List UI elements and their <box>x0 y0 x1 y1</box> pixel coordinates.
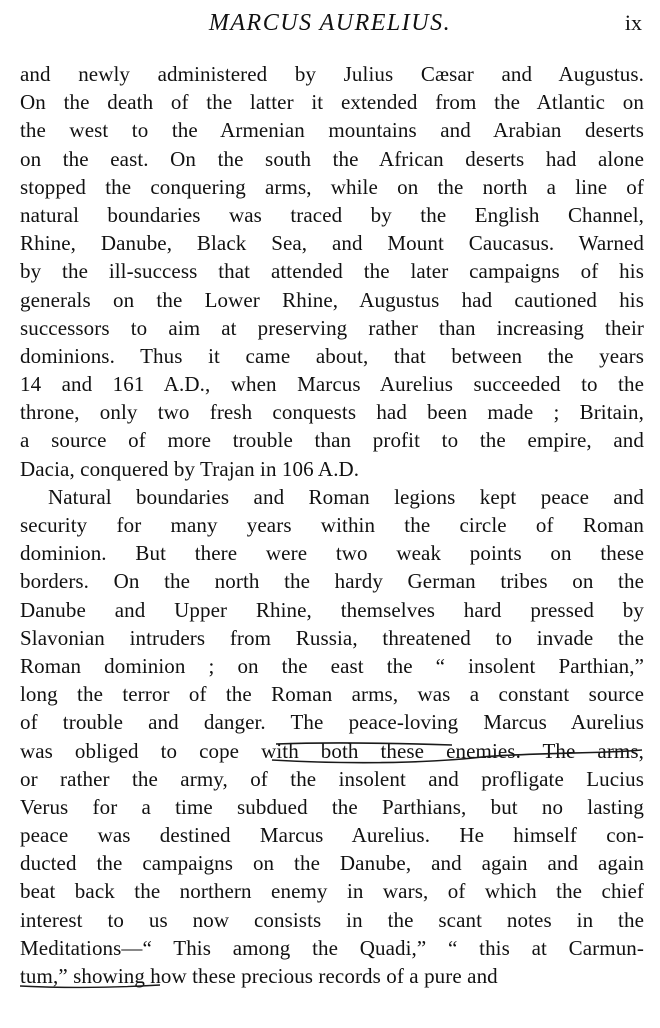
text-line: dominion. But there were two weak points on these <box>20 541 644 566</box>
text-line: natural boundaries was traced by the English Channel, <box>20 202 644 227</box>
text-line: Roman dominion ; on the east the “ insolent Parthian,” <box>20 653 644 678</box>
text-line: long the terror of the Roman arms, was a constant source <box>20 682 644 707</box>
text-line: Meditations—“ This among the Quadi,” “ this at Carmun- <box>20 935 644 960</box>
text-line: dominions. Thus it came about, that between the years <box>20 343 644 368</box>
running-title: MARCUS AURELIUS. <box>208 10 452 36</box>
text-line: security for many years within the circle of Roman <box>20 513 644 537</box>
text-line: generals on the Lower Rhine, Augustus had cautioned his <box>20 287 644 312</box>
running-head <box>0 8 660 42</box>
text-line: peace was destined Marcus Aurelius. He himself con- <box>20 823 644 848</box>
text-line: and newly administered by Julius Cæsar and Augustus. <box>20 62 644 86</box>
text-line: ducted the campaigns on the Danube, and again and again <box>20 851 644 876</box>
text-line: the west to the Armenian mountains and Arabian deserts <box>20 118 644 143</box>
text-line: Slavonian intruders from Russia, threatened to invade the <box>20 625 644 650</box>
text-line: was obliged to cope with both these enemies. The arms, <box>20 738 644 763</box>
page-number: ix <box>624 10 642 35</box>
text-line: interest to us now consists in the scant notes in the <box>20 907 644 932</box>
text-line: beat back the northern enemy in wars, of which the chief <box>20 879 644 904</box>
text-line: Natural boundaries and Roman legions kept peace and <box>48 484 644 509</box>
text-line: throne, only two fresh conquests had been made ; Britain, <box>20 400 644 425</box>
text-line: on the east. On the south the African deserts had alone <box>20 146 644 171</box>
text-line: 14 and 161 A.D., when Marcus Aurelius succeeded to the <box>20 372 644 397</box>
body-text <box>20 60 644 990</box>
text-line: successors to aim at preserving rather than increasing their <box>20 315 644 340</box>
text-line: borders. On the north the hardy German tribes on the <box>20 569 644 594</box>
text-line: Danube and Upper Rhine, themselves hard pressed by <box>20 597 644 622</box>
text-line: Dacia, conquered by Trajan in 106 A.D. <box>20 456 360 481</box>
text-line: of trouble and danger. The peace-loving Marcus Aurelius <box>20 710 644 735</box>
text-line: by the ill-success that attended the later campaigns of his <box>20 259 644 284</box>
text-line: On the death of the latter it extended from the Atlantic on <box>20 90 644 115</box>
text-line: a source of more trouble than profit to the empire, and <box>20 428 644 453</box>
text-line: or rather the army, of the insolent and profligate Lucius <box>20 766 644 791</box>
text-line: Verus for a time subdued the Parthians, but no lasting <box>20 794 644 819</box>
text-line: Rhine, Danube, Black Sea, and Mount Caucasus. Warned <box>20 231 644 256</box>
text-line: tum,” showing how these precious records of a pure and <box>20 964 498 988</box>
text-line: stopped the conquering arms, while on the north a line of <box>20 174 644 199</box>
